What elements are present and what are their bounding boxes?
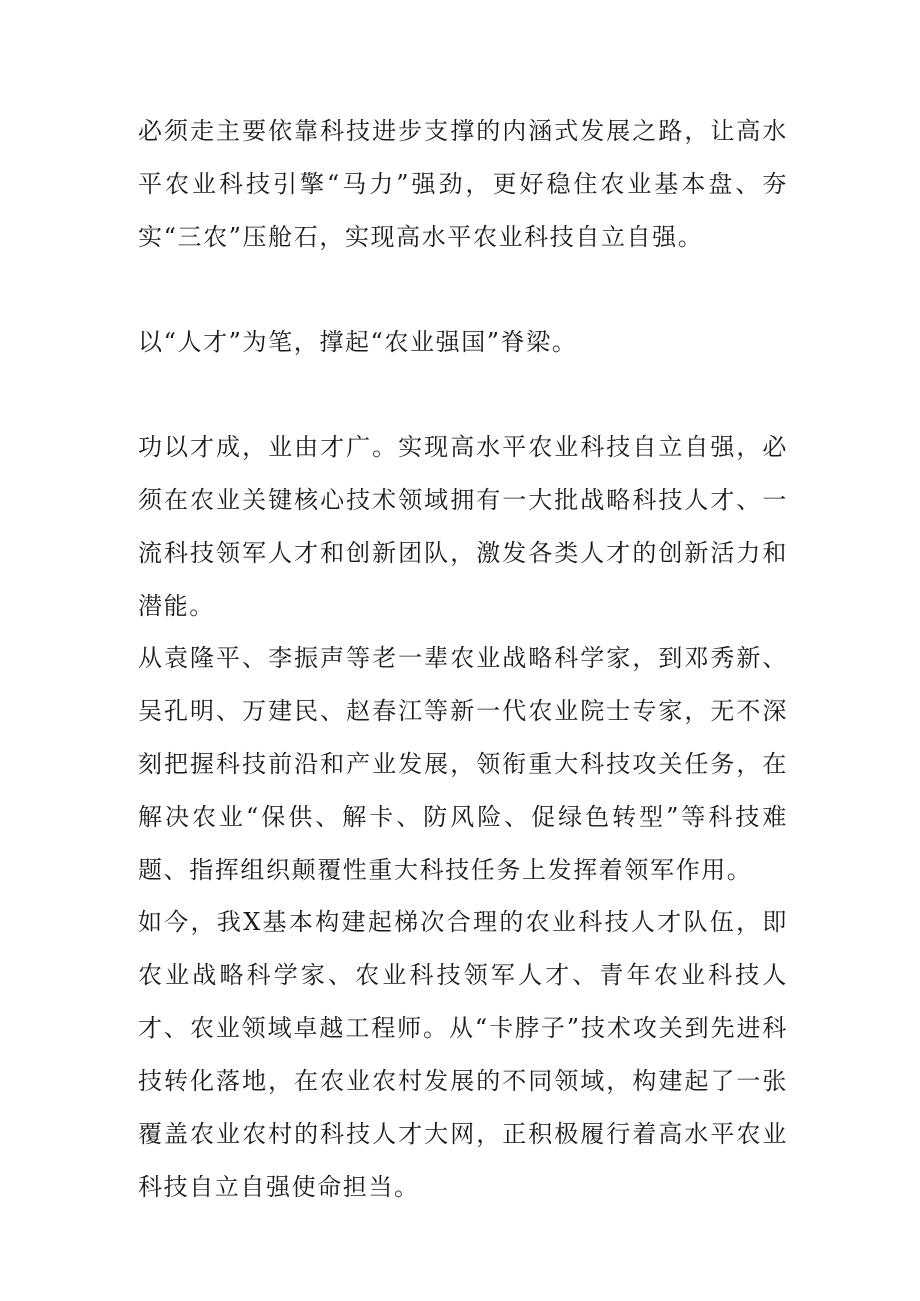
paragraph-scientists: 从袁隆平、李振声等老一辈农业战略科学家，到邓秀新、吴孔明、万建民、赵春江等新一代农业院士专家，无不深刻把握科技前沿和产业发展，领衔重大科技攻关任务，在解决农业“保供、解卡、防风险、促绿色转型”等科技难题、指挥组织颠覆性重大科技任务上发挥着领军作用。 (138, 644, 788, 884)
paragraph-talent-need: 功以才成，业由才广。实现高水平农业科技自立自强，必须在农业关键核心技术领域拥有一大批战略科技人才、一流科技领军人才和创新团队，激发各类人才的创新活力和潜能。 (138, 433, 788, 620)
paragraph-talent-heading: 以“人才”为笔，撑起“农业强国”脊梁。 (138, 328, 578, 356)
paragraph-tech-innovation: 必须走主要依靠科技进步支撑的内涵式发展之路，让高水平农业科技引擎“马力”强劲，更好稳住农业基本盘、夯实“三农”压舱石，实现高水平农业科技自立自强。 (138, 117, 788, 251)
paragraph-talent-team: 如今，我X基本构建起梯次合理的农业科技人才队伍，即农业战略科学家、农业科技领军人才、青年农业科技人才、农业领域卓越工程师。从“卡脖子”技术攻关到先进科技转化落地，在农业农村发展的不同领域，构建起了一张覆盖农业农村的科技人才大网，正积极履行着高水平农业科技自立自强使命担当。 (138, 908, 788, 1201)
